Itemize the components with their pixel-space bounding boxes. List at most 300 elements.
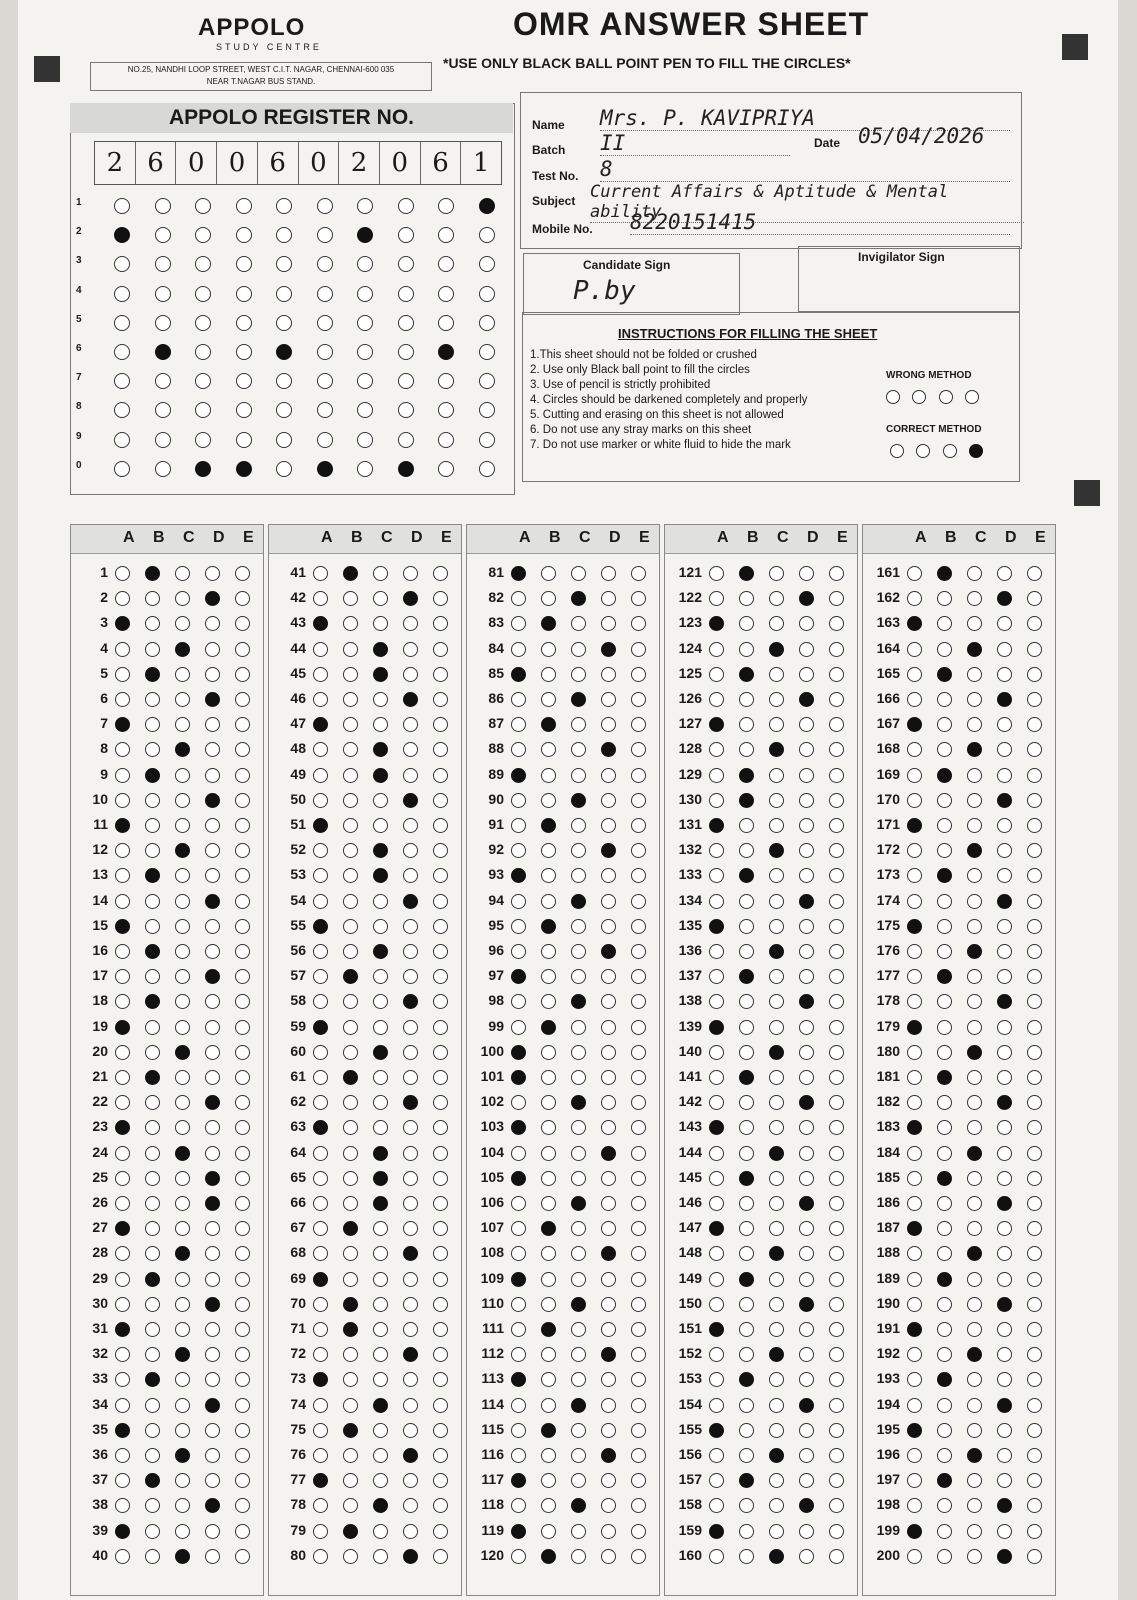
answer-bubble[interactable]: [799, 1171, 814, 1186]
register-bubble[interactable]: [317, 432, 333, 448]
answer-bubble[interactable]: [373, 1045, 388, 1060]
register-bubble[interactable]: [155, 402, 171, 418]
answer-bubble[interactable]: [967, 818, 982, 833]
answer-bubble[interactable]: [739, 642, 754, 657]
answer-bubble[interactable]: [769, 692, 784, 707]
answer-bubble[interactable]: [373, 793, 388, 808]
answer-bubble[interactable]: [343, 642, 358, 657]
answer-bubble[interactable]: [145, 1070, 160, 1085]
answer-bubble[interactable]: [967, 1272, 982, 1287]
answer-bubble[interactable]: [403, 667, 418, 682]
answer-bubble[interactable]: [907, 642, 922, 657]
answer-bubble[interactable]: [709, 1423, 724, 1438]
answer-bubble[interactable]: [1027, 894, 1042, 909]
answer-bubble[interactable]: [115, 642, 130, 657]
answer-bubble[interactable]: [373, 919, 388, 934]
answer-bubble[interactable]: [541, 1171, 556, 1186]
answer-bubble[interactable]: [709, 768, 724, 783]
answer-bubble[interactable]: [115, 1196, 130, 1211]
answer-bubble[interactable]: [997, 1297, 1012, 1312]
answer-bubble[interactable]: [799, 1146, 814, 1161]
answer-bubble[interactable]: [115, 1524, 130, 1539]
answer-bubble[interactable]: [799, 768, 814, 783]
register-bubble[interactable]: [479, 198, 495, 214]
answer-bubble[interactable]: [205, 919, 220, 934]
answer-bubble[interactable]: [373, 1423, 388, 1438]
answer-bubble[interactable]: [145, 1045, 160, 1060]
answer-bubble[interactable]: [799, 692, 814, 707]
answer-bubble[interactable]: [175, 1196, 190, 1211]
answer-bubble[interactable]: [631, 667, 646, 682]
answer-bubble[interactable]: [631, 1398, 646, 1413]
answer-bubble[interactable]: [631, 1549, 646, 1564]
answer-bubble[interactable]: [205, 768, 220, 783]
answer-bubble[interactable]: [373, 1272, 388, 1287]
answer-bubble[interactable]: [175, 1322, 190, 1337]
answer-bubble[interactable]: [601, 1549, 616, 1564]
answer-bubble[interactable]: [1027, 692, 1042, 707]
answer-bubble[interactable]: [997, 944, 1012, 959]
register-bubble[interactable]: [236, 286, 252, 302]
answer-bubble[interactable]: [511, 1070, 526, 1085]
answer-bubble[interactable]: [739, 944, 754, 959]
answer-bubble[interactable]: [967, 1423, 982, 1438]
answer-bubble[interactable]: [829, 818, 844, 833]
register-bubble[interactable]: [398, 461, 414, 477]
answer-bubble[interactable]: [829, 1020, 844, 1035]
answer-bubble[interactable]: [115, 1423, 130, 1438]
answer-bubble[interactable]: [373, 1070, 388, 1085]
register-bubble[interactable]: [155, 373, 171, 389]
answer-bubble[interactable]: [433, 818, 448, 833]
register-bubble[interactable]: [357, 315, 373, 331]
answer-bubble[interactable]: [631, 1297, 646, 1312]
answer-bubble[interactable]: [997, 1146, 1012, 1161]
answer-bubble[interactable]: [175, 1171, 190, 1186]
answer-bubble[interactable]: [433, 1448, 448, 1463]
answer-bubble[interactable]: [433, 566, 448, 581]
register-bubble[interactable]: [398, 256, 414, 272]
answer-bubble[interactable]: [907, 1146, 922, 1161]
register-bubble[interactable]: [114, 198, 130, 214]
answer-bubble[interactable]: [631, 1045, 646, 1060]
answer-bubble[interactable]: [937, 667, 952, 682]
answer-bubble[interactable]: [739, 1272, 754, 1287]
register-bubble[interactable]: [398, 344, 414, 360]
answer-bubble[interactable]: [601, 768, 616, 783]
answer-bubble[interactable]: [373, 818, 388, 833]
answer-bubble[interactable]: [343, 919, 358, 934]
register-bubble[interactable]: [276, 461, 292, 477]
answer-bubble[interactable]: [115, 1398, 130, 1413]
answer-bubble[interactable]: [709, 1020, 724, 1035]
answer-bubble[interactable]: [175, 566, 190, 581]
register-bubble[interactable]: [438, 286, 454, 302]
register-bubble[interactable]: [317, 256, 333, 272]
answer-bubble[interactable]: [571, 692, 586, 707]
answer-bubble[interactable]: [907, 1020, 922, 1035]
answer-bubble[interactable]: [511, 818, 526, 833]
answer-bubble[interactable]: [235, 1322, 250, 1337]
answer-bubble[interactable]: [739, 1423, 754, 1438]
answer-bubble[interactable]: [541, 1020, 556, 1035]
answer-bubble[interactable]: [967, 566, 982, 581]
answer-bubble[interactable]: [907, 818, 922, 833]
register-bubble[interactable]: [479, 227, 495, 243]
answer-bubble[interactable]: [403, 1398, 418, 1413]
answer-bubble[interactable]: [541, 793, 556, 808]
answer-bubble[interactable]: [541, 1549, 556, 1564]
answer-bubble[interactable]: [769, 1045, 784, 1060]
answer-bubble[interactable]: [907, 1045, 922, 1060]
answer-bubble[interactable]: [175, 1045, 190, 1060]
answer-bubble[interactable]: [205, 1070, 220, 1085]
answer-bubble[interactable]: [709, 1196, 724, 1211]
answer-bubble[interactable]: [235, 1020, 250, 1035]
answer-bubble[interactable]: [235, 692, 250, 707]
answer-bubble[interactable]: [997, 692, 1012, 707]
answer-bubble[interactable]: [511, 1045, 526, 1060]
answer-bubble[interactable]: [433, 1272, 448, 1287]
answer-bubble[interactable]: [433, 793, 448, 808]
answer-bubble[interactable]: [343, 692, 358, 707]
answer-bubble[interactable]: [601, 793, 616, 808]
answer-bubble[interactable]: [769, 1196, 784, 1211]
answer-bubble[interactable]: [433, 1045, 448, 1060]
answer-bubble[interactable]: [313, 1020, 328, 1035]
answer-bubble[interactable]: [511, 692, 526, 707]
answer-bubble[interactable]: [343, 1020, 358, 1035]
answer-bubble[interactable]: [205, 692, 220, 707]
answer-bubble[interactable]: [829, 1398, 844, 1413]
answer-bubble[interactable]: [631, 1448, 646, 1463]
register-bubble[interactable]: [195, 461, 211, 477]
answer-bubble[interactable]: [403, 1524, 418, 1539]
answer-bubble[interactable]: [541, 1448, 556, 1463]
answer-bubble[interactable]: [571, 1070, 586, 1085]
answer-bubble[interactable]: [829, 1448, 844, 1463]
answer-bubble[interactable]: [739, 1297, 754, 1312]
answer-bubble[interactable]: [739, 1045, 754, 1060]
answer-bubble[interactable]: [541, 944, 556, 959]
answer-bubble[interactable]: [1027, 1196, 1042, 1211]
answer-bubble[interactable]: [967, 768, 982, 783]
register-bubble[interactable]: [357, 286, 373, 302]
answer-bubble[interactable]: [709, 944, 724, 959]
answer-bubble[interactable]: [571, 566, 586, 581]
answer-bubble[interactable]: [997, 642, 1012, 657]
answer-bubble[interactable]: [145, 1272, 160, 1287]
answer-bubble[interactable]: [631, 894, 646, 909]
answer-bubble[interactable]: [403, 768, 418, 783]
answer-bubble[interactable]: [235, 1549, 250, 1564]
answer-bubble[interactable]: [313, 566, 328, 581]
answer-bubble[interactable]: [175, 642, 190, 657]
answer-bubble[interactable]: [571, 818, 586, 833]
answer-bubble[interactable]: [175, 793, 190, 808]
answer-bubble[interactable]: [313, 1196, 328, 1211]
answer-bubble[interactable]: [433, 919, 448, 934]
answer-bubble[interactable]: [313, 1448, 328, 1463]
answer-bubble[interactable]: [571, 919, 586, 934]
answer-bubble[interactable]: [205, 1398, 220, 1413]
answer-bubble[interactable]: [937, 1524, 952, 1539]
answer-bubble[interactable]: [1027, 1146, 1042, 1161]
answer-bubble[interactable]: [937, 1070, 952, 1085]
register-bubble[interactable]: [236, 256, 252, 272]
answer-bubble[interactable]: [769, 1322, 784, 1337]
answer-bubble[interactable]: [541, 566, 556, 581]
register-bubble[interactable]: [317, 227, 333, 243]
answer-bubble[interactable]: [403, 793, 418, 808]
register-bubble[interactable]: [398, 432, 414, 448]
answer-bubble[interactable]: [829, 1171, 844, 1186]
answer-bubble[interactable]: [739, 1524, 754, 1539]
answer-bubble[interactable]: [937, 894, 952, 909]
answer-bubble[interactable]: [373, 1297, 388, 1312]
answer-bubble[interactable]: [343, 768, 358, 783]
answer-bubble[interactable]: [541, 1196, 556, 1211]
answer-bubble[interactable]: [769, 1398, 784, 1413]
answer-bubble[interactable]: [373, 566, 388, 581]
register-bubble[interactable]: [438, 198, 454, 214]
answer-bubble[interactable]: [967, 1045, 982, 1060]
answer-bubble[interactable]: [997, 1549, 1012, 1564]
answer-bubble[interactable]: [829, 1272, 844, 1287]
answer-bubble[interactable]: [145, 793, 160, 808]
answer-bubble[interactable]: [571, 1297, 586, 1312]
answer-bubble[interactable]: [997, 894, 1012, 909]
answer-bubble[interactable]: [601, 1070, 616, 1085]
answer-bubble[interactable]: [403, 944, 418, 959]
answer-bubble[interactable]: [799, 1196, 814, 1211]
answer-bubble[interactable]: [145, 919, 160, 934]
answer-bubble[interactable]: [205, 642, 220, 657]
answer-bubble[interactable]: [631, 818, 646, 833]
answer-bubble[interactable]: [115, 1297, 130, 1312]
answer-bubble[interactable]: [739, 894, 754, 909]
answer-bubble[interactable]: [967, 1524, 982, 1539]
register-bubble[interactable]: [155, 432, 171, 448]
answer-bubble[interactable]: [937, 566, 952, 581]
answer-bubble[interactable]: [433, 1322, 448, 1337]
answer-bubble[interactable]: [739, 566, 754, 581]
answer-bubble[interactable]: [541, 1322, 556, 1337]
answer-bubble[interactable]: [571, 1448, 586, 1463]
answer-bubble[interactable]: [235, 1398, 250, 1413]
answer-bubble[interactable]: [829, 1070, 844, 1085]
answer-bubble[interactable]: [403, 1196, 418, 1211]
answer-bubble[interactable]: [937, 1398, 952, 1413]
answer-bubble[interactable]: [631, 1070, 646, 1085]
answer-bubble[interactable]: [601, 667, 616, 682]
answer-bubble[interactable]: [907, 1171, 922, 1186]
answer-bubble[interactable]: [235, 667, 250, 682]
answer-bubble[interactable]: [433, 1549, 448, 1564]
answer-bubble[interactable]: [343, 1045, 358, 1060]
answer-bubble[interactable]: [145, 692, 160, 707]
answer-bubble[interactable]: [115, 1272, 130, 1287]
answer-bubble[interactable]: [709, 566, 724, 581]
register-bubble[interactable]: [398, 373, 414, 389]
answer-bubble[interactable]: [739, 1070, 754, 1085]
answer-bubble[interactable]: [403, 894, 418, 909]
answer-bubble[interactable]: [1027, 1549, 1042, 1564]
answer-bubble[interactable]: [403, 1045, 418, 1060]
answer-bubble[interactable]: [601, 818, 616, 833]
answer-bubble[interactable]: [937, 818, 952, 833]
register-bubble[interactable]: [357, 461, 373, 477]
answer-bubble[interactable]: [709, 1070, 724, 1085]
answer-bubble[interactable]: [403, 919, 418, 934]
answer-bubble[interactable]: [709, 818, 724, 833]
answer-bubble[interactable]: [313, 1146, 328, 1161]
answer-bubble[interactable]: [601, 692, 616, 707]
answer-bubble[interactable]: [937, 1448, 952, 1463]
answer-bubble[interactable]: [829, 667, 844, 682]
answer-bubble[interactable]: [175, 1070, 190, 1085]
answer-bubble[interactable]: [631, 566, 646, 581]
answer-bubble[interactable]: [541, 692, 556, 707]
answer-bubble[interactable]: [601, 1272, 616, 1287]
answer-bubble[interactable]: [1027, 1070, 1042, 1085]
answer-bubble[interactable]: [997, 793, 1012, 808]
answer-bubble[interactable]: [967, 1020, 982, 1035]
answer-bubble[interactable]: [769, 768, 784, 783]
answer-bubble[interactable]: [313, 1272, 328, 1287]
answer-bubble[interactable]: [235, 768, 250, 783]
answer-bubble[interactable]: [205, 1045, 220, 1060]
answer-bubble[interactable]: [235, 1423, 250, 1438]
register-bubble[interactable]: [317, 315, 333, 331]
answer-bubble[interactable]: [1027, 1171, 1042, 1186]
answer-bubble[interactable]: [145, 1020, 160, 1035]
answer-bubble[interactable]: [829, 793, 844, 808]
answer-bubble[interactable]: [739, 818, 754, 833]
answer-bubble[interactable]: [511, 1020, 526, 1035]
answer-bubble[interactable]: [235, 1196, 250, 1211]
register-bubble[interactable]: [155, 256, 171, 272]
register-bubble[interactable]: [195, 198, 211, 214]
answer-bubble[interactable]: [541, 1146, 556, 1161]
answer-bubble[interactable]: [541, 818, 556, 833]
answer-bubble[interactable]: [601, 1524, 616, 1539]
register-bubble[interactable]: [155, 286, 171, 302]
answer-bubble[interactable]: [511, 768, 526, 783]
answer-bubble[interactable]: [907, 667, 922, 682]
answer-bubble[interactable]: [175, 1423, 190, 1438]
answer-bubble[interactable]: [313, 894, 328, 909]
answer-bubble[interactable]: [967, 1297, 982, 1312]
answer-bubble[interactable]: [175, 1398, 190, 1413]
answer-bubble[interactable]: [343, 894, 358, 909]
answer-bubble[interactable]: [313, 642, 328, 657]
answer-bubble[interactable]: [1027, 1423, 1042, 1438]
answer-bubble[interactable]: [799, 667, 814, 682]
answer-bubble[interactable]: [343, 944, 358, 959]
answer-bubble[interactable]: [1027, 818, 1042, 833]
answer-bubble[interactable]: [145, 1171, 160, 1186]
register-bubble[interactable]: [479, 432, 495, 448]
answer-bubble[interactable]: [205, 1524, 220, 1539]
answer-bubble[interactable]: [937, 1272, 952, 1287]
answer-bubble[interactable]: [115, 818, 130, 833]
answer-bubble[interactable]: [373, 1549, 388, 1564]
answer-bubble[interactable]: [205, 818, 220, 833]
answer-bubble[interactable]: [631, 692, 646, 707]
answer-bubble[interactable]: [907, 1322, 922, 1337]
register-bubble[interactable]: [236, 315, 252, 331]
answer-bubble[interactable]: [205, 1448, 220, 1463]
answer-bubble[interactable]: [967, 692, 982, 707]
answer-bubble[interactable]: [1027, 1448, 1042, 1463]
answer-bubble[interactable]: [343, 1070, 358, 1085]
register-bubble[interactable]: [479, 461, 495, 477]
answer-bubble[interactable]: [313, 919, 328, 934]
answer-bubble[interactable]: [601, 1423, 616, 1438]
answer-bubble[interactable]: [739, 768, 754, 783]
answer-bubble[interactable]: [175, 768, 190, 783]
answer-bubble[interactable]: [997, 1045, 1012, 1060]
answer-bubble[interactable]: [967, 642, 982, 657]
answer-bubble[interactable]: [343, 1297, 358, 1312]
answer-bubble[interactable]: [997, 1171, 1012, 1186]
answer-bubble[interactable]: [937, 768, 952, 783]
answer-bubble[interactable]: [205, 566, 220, 581]
answer-bubble[interactable]: [343, 1196, 358, 1211]
answer-bubble[interactable]: [631, 793, 646, 808]
answer-bubble[interactable]: [403, 1297, 418, 1312]
answer-bubble[interactable]: [799, 818, 814, 833]
answer-bubble[interactable]: [937, 1297, 952, 1312]
answer-bubble[interactable]: [997, 919, 1012, 934]
answer-bubble[interactable]: [373, 1448, 388, 1463]
answer-bubble[interactable]: [967, 944, 982, 959]
answer-bubble[interactable]: [601, 1196, 616, 1211]
register-bubble[interactable]: [276, 198, 292, 214]
answer-bubble[interactable]: [433, 1196, 448, 1211]
answer-bubble[interactable]: [769, 642, 784, 657]
answer-bubble[interactable]: [769, 1070, 784, 1085]
answer-bubble[interactable]: [601, 919, 616, 934]
register-bubble[interactable]: [236, 432, 252, 448]
answer-bubble[interactable]: [571, 944, 586, 959]
answer-bubble[interactable]: [571, 642, 586, 657]
answer-bubble[interactable]: [235, 566, 250, 581]
answer-bubble[interactable]: [1027, 1020, 1042, 1035]
answer-bubble[interactable]: [313, 1423, 328, 1438]
answer-bubble[interactable]: [997, 1524, 1012, 1539]
answer-bubble[interactable]: [373, 1146, 388, 1161]
answer-bubble[interactable]: [205, 1272, 220, 1287]
register-bubble[interactable]: [317, 198, 333, 214]
answer-bubble[interactable]: [235, 1070, 250, 1085]
answer-bubble[interactable]: [997, 768, 1012, 783]
answer-bubble[interactable]: [769, 1524, 784, 1539]
answer-bubble[interactable]: [541, 1398, 556, 1413]
answer-bubble[interactable]: [511, 1272, 526, 1287]
answer-bubble[interactable]: [403, 1423, 418, 1438]
answer-bubble[interactable]: [829, 1423, 844, 1438]
answer-bubble[interactable]: [343, 1146, 358, 1161]
answer-bubble[interactable]: [145, 1423, 160, 1438]
answer-bubble[interactable]: [145, 944, 160, 959]
answer-bubble[interactable]: [799, 1322, 814, 1337]
answer-bubble[interactable]: [235, 818, 250, 833]
answer-bubble[interactable]: [205, 1196, 220, 1211]
register-bubble[interactable]: [236, 344, 252, 360]
register-bubble[interactable]: [479, 256, 495, 272]
